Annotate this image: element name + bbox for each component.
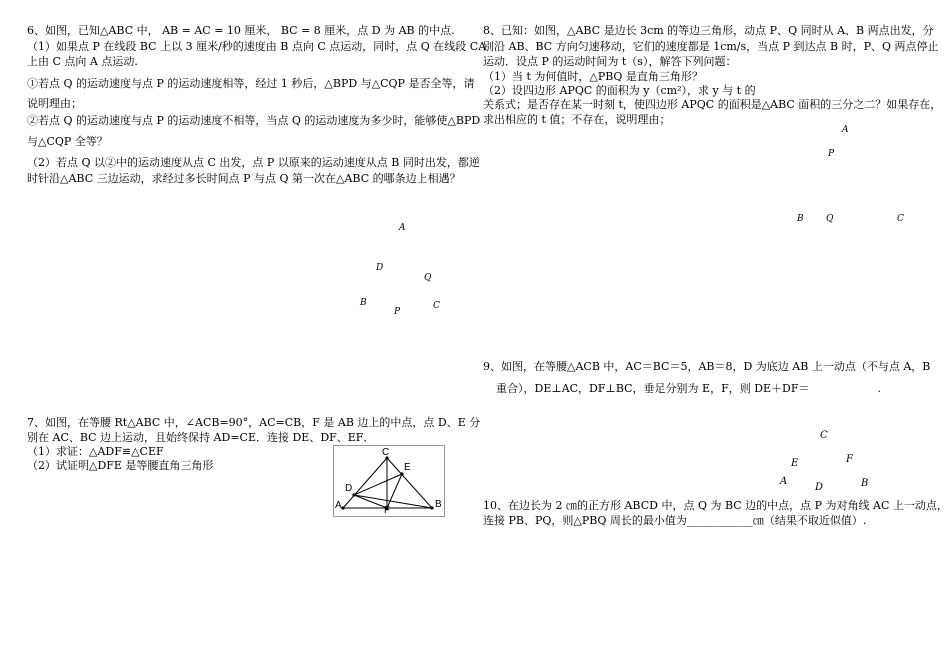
q8-line2: 别沿 AB、BC 方向匀速移动，它们的速度都是 1cm/s，当点 P 到达点 B 时，P、Q 两点停止 (483, 40, 939, 53)
q8-line4: （1）当 t 为何值时，△PBQ 是直角三角形？ (483, 70, 703, 83)
q10-line1: 10、在边长为 2 ㎝的正方形 ABCD 中，点 Q 为 BC 边的中点，点 P 为对角线 AC 上一动点， (483, 499, 948, 512)
q6-line1: 6、如图，已知△ABC 中， AB = AC = 10 厘米， BC = 8 厘米，点 D 为 AB 的中点. (27, 24, 455, 37)
q6-label-b: B (360, 298, 367, 308)
q8-line5: （2）设四边形 APQC 的面积为 y（cm²），求 y 与 t 的 (483, 84, 756, 97)
q7-line4: （2）试证明△DFE 是等腰直角三角形 (27, 459, 214, 472)
q7-label-c: C (382, 447, 390, 458)
q6-label-a: A (399, 223, 406, 233)
q6-line4: ①若点 Q 的运动速度与点 P 的运动速度相等，经过 1 秒后，△BPD 与△CQP 是否全等，请 (27, 77, 475, 90)
q9-label-b: B (861, 478, 869, 489)
q8-line3: 运动．设点 P 的运动时间为 t（s），解答下列问题： (483, 55, 737, 68)
q6-line7: 与△CQP 全等？ (27, 135, 108, 148)
q7-line3: （1）求证：△ADF≌△CEF (27, 445, 164, 458)
q9-line1: 9、如图，在等腰△ACB 中，AC＝BC＝5，AB＝8，D 为底边 AB 上一动点（不与点 A，B (483, 360, 931, 373)
q6-line9: 时针沿△ABC 三边运动，求经过多长时间点 P 与点 Q 第一次在△ABC 的哪条边上相遇？ (27, 172, 461, 185)
q6-label-p: P (394, 307, 401, 317)
q8-line7: 求出相应的 t 值；不存在，说明理由； (483, 113, 671, 126)
q9-label-d: D (815, 482, 824, 493)
q6-label-q: Q (424, 273, 432, 283)
q10-answer-blank[interactable]: ____________ (686, 514, 753, 527)
q9-label-f: F (846, 454, 853, 465)
q8-line6: 关系式；是否存在某一时刻 t，使四边形 APQC 的面积是△ABC 面积的三分之二？如果存在， (483, 98, 942, 111)
q9-line2-end: . (877, 382, 882, 395)
q7-label-b: B (435, 499, 442, 510)
q9-line2 (496, 382, 881, 396)
q7-label-d: D (345, 483, 353, 494)
q7-line2: 别在 AC、BC 边上运动，且始终保持 AD=CE．连接 DE、DF、EF． (27, 431, 375, 444)
q6-label-d: D (376, 263, 384, 273)
q10-line2-pre: 连接 PB、PQ，则△PBQ 周长的最小值为 (483, 514, 687, 527)
q8-label-a: A (842, 125, 849, 135)
q7-figure (333, 445, 445, 517)
q6-line2: （1）如果点 P 在线段 BC 上以 3 厘米/秒的速度由 B 点向 C 点运动，同时，点 Q 在线段 CA (27, 40, 487, 53)
q9-line2-text: 重合），DE⊥AC，DF⊥BC，垂足分别为 E，F，则 DE＋DF＝ (496, 382, 810, 395)
q7-label-f: F (384, 505, 391, 516)
q8-label-c: C (897, 214, 904, 224)
q10-line2 (483, 514, 866, 528)
q6-line3: 上由 C 点向 A 点运动. (27, 55, 138, 68)
q8-label-b: B (797, 214, 804, 224)
q9-label-a: A (780, 476, 788, 487)
q6-line8: （2）若点 Q 以②中的运动速度从点 C 出发，点 P 以原来的运动速度从点 B 同时出发，都逆 (27, 156, 480, 169)
q10-line2-post: ㎝（结果不取近似值）. (752, 514, 867, 527)
q8-line1: 8、已知：如图，△ABC 是边长 3cm 的等边三角形，动点 P、Q 同时从 A、B 两点出发，分 (483, 24, 934, 37)
q6-line5: 说明理由； (27, 97, 82, 110)
q9-label-c: C (820, 430, 828, 441)
q7-line1: 7、如图，在等腰 Rt△ABC 中，∠ACB=90°，AC=CB，F 是 AB 边上的中点，点 D、E 分 (27, 416, 481, 429)
q8-label-q: Q (826, 214, 834, 224)
q9-label-e: E (791, 458, 799, 469)
q7-label-e: E (404, 462, 411, 473)
q6-label-c: C (433, 301, 440, 311)
q8-label-p: P (828, 149, 835, 159)
q6-line6: ②若点 Q 的运动速度与点 P 的运动速度不相等，当点 Q 的运动速度为多少时，能够使△BPD (27, 114, 481, 127)
q7-label-a: A (335, 500, 342, 511)
